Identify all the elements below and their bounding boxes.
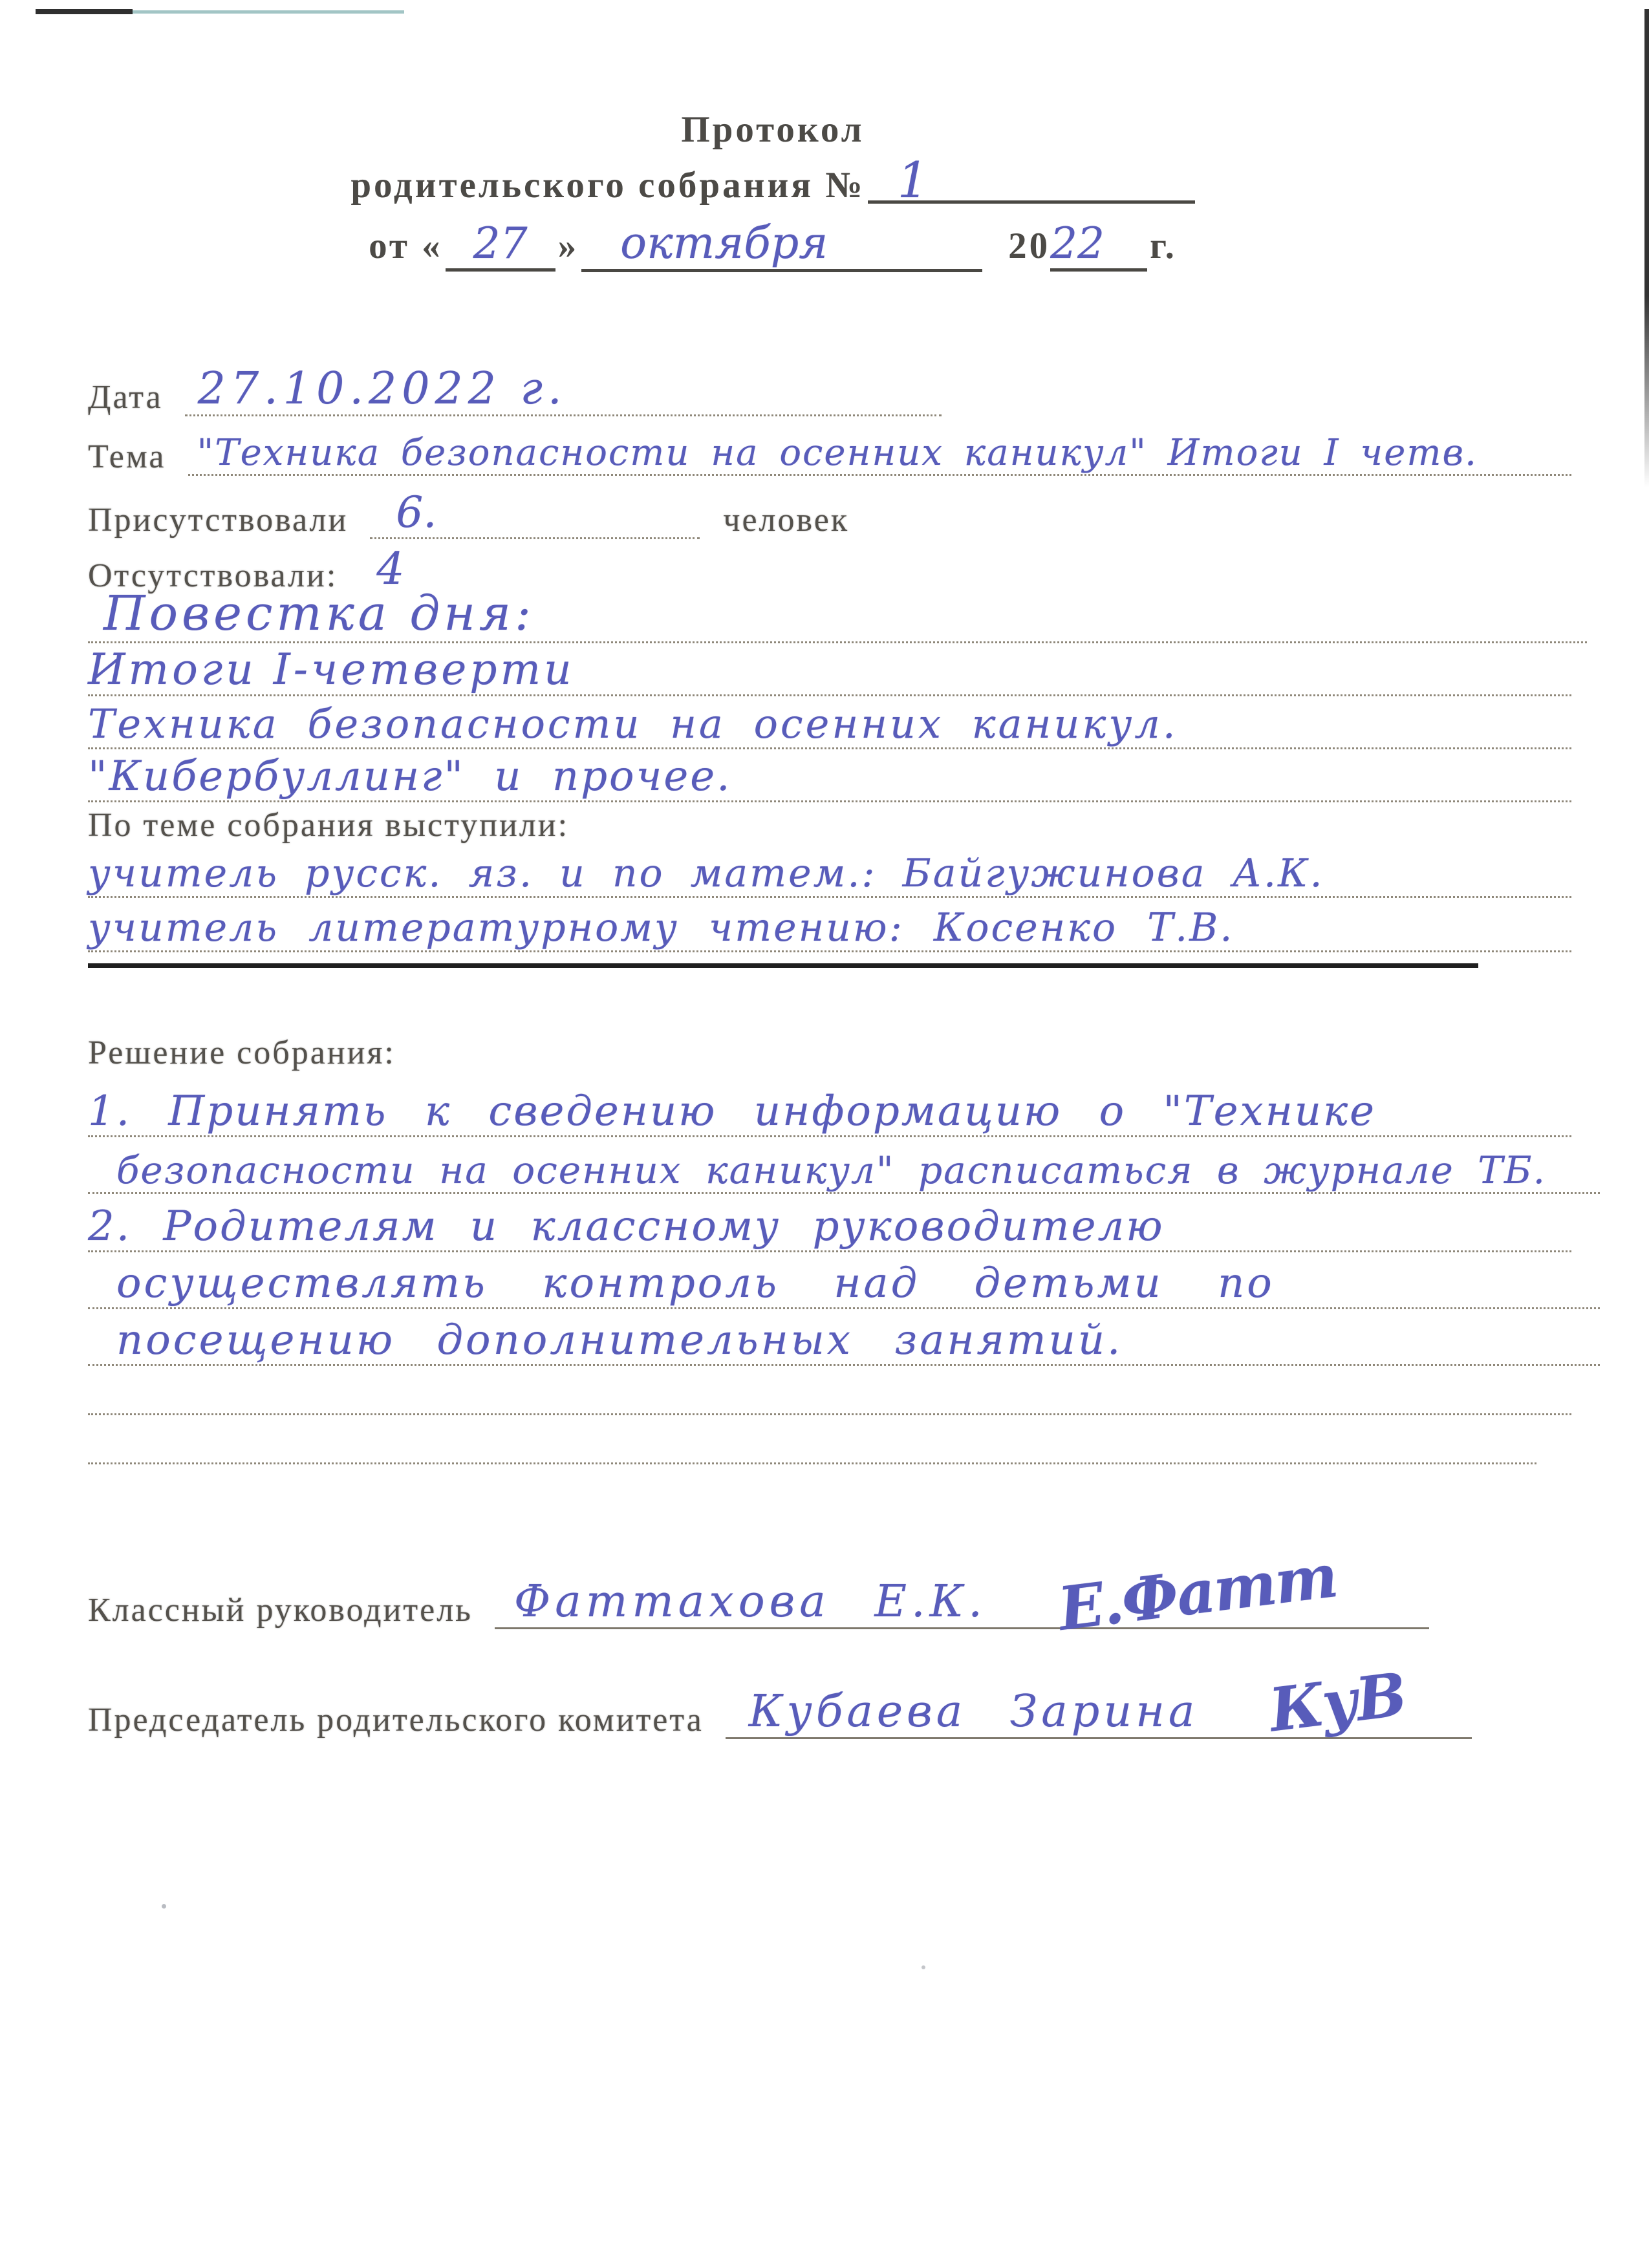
agenda-item-row: [88, 636, 1571, 696]
committee-chair-autograph: КуВ: [1266, 1659, 1410, 1746]
present-field: [370, 487, 700, 539]
speakers-heading: По теме собрания выступили:: [88, 807, 570, 844]
committee-chair-name-handwritten: Кубаева Зарина: [748, 1686, 1199, 1737]
speaker-handwritten: учитель русск. яз. и по матем.: Байгужинова А.К.: [88, 851, 1324, 896]
present-suffix: человек: [723, 502, 850, 539]
scan-edge-teal-line: [133, 10, 404, 14]
meeting-number-handwritten: 1: [897, 151, 929, 209]
year-print-prefix: 20: [1008, 226, 1051, 266]
document-title: Протокол: [681, 109, 865, 150]
scan-speck: [921, 1965, 925, 1969]
year-suffix: г.: [1150, 226, 1177, 266]
present-label: Присутствовали: [88, 502, 349, 539]
agenda-item-row: [88, 744, 1571, 802]
decision-heading-row: [88, 1027, 1571, 1072]
decision-line-row: [88, 1075, 1571, 1137]
date-label: Дата: [88, 379, 163, 416]
empty-ruled-line: [88, 1426, 1536, 1464]
theme-handwritten: "Техника безопасности на осенних каникул" Итоги I четв.: [197, 432, 1478, 474]
decision-line-handwritten: осуществлять контроль над детьми по: [116, 1259, 1275, 1307]
speaker-row: [88, 837, 1571, 898]
day-field: [446, 219, 555, 272]
separator-line: [88, 963, 1478, 968]
decision-line-row: [88, 1303, 1600, 1366]
committee-chair-label: Председатель родительского комитета: [88, 1702, 704, 1738]
meeting-number-field: [868, 151, 1195, 209]
agenda-item-handwritten: "Кибербуллинг" и прочее.: [88, 753, 732, 800]
date-handwritten: 27.10.2022 г.: [197, 363, 567, 414]
theme-field: [188, 432, 1572, 476]
year-handwritten: 22: [1050, 219, 1105, 268]
agenda-item-handwritten: Техника безопасности на осенних каникул.: [88, 700, 1178, 747]
decision-line-handwritten: 1. Принять к сведению информацию о "Технике: [88, 1087, 1377, 1135]
class-teacher-name-handwritten: Фаттахова Е.К.: [513, 1576, 987, 1627]
scan-edge-right-strip: [1644, 9, 1649, 487]
present-row: [88, 484, 1571, 539]
class-teacher-autograph: Е.Фатт: [1054, 1541, 1341, 1644]
committee-chair-field: [726, 1659, 1472, 1746]
theme-row: [88, 418, 1571, 476]
present-count-handwritten: 6.: [396, 487, 437, 537]
class-teacher-signature-row: [88, 1541, 1429, 1644]
empty-ruled-line: [88, 1377, 1571, 1415]
decision-line-handwritten: 2. Родителям и классному руководителю: [88, 1203, 1165, 1250]
month-handwritten: октября: [620, 218, 828, 269]
decision-line-row: [88, 1131, 1600, 1194]
decision-line-handwritten: безопасности на осенних каникул" расписаться в журнале ТБ.: [116, 1148, 1547, 1192]
agenda-heading-handwritten: Повестка дня:: [103, 586, 535, 641]
absent-label: Отсутствовали:: [88, 557, 338, 594]
document-header: [0, 109, 1546, 272]
scan-edge-dash: [36, 9, 133, 14]
year-field: [1050, 219, 1147, 272]
decision-line-row: [88, 1190, 1571, 1252]
decision-heading: Решение собрания:: [88, 1034, 396, 1071]
class-teacher-label: Классный руководитель: [88, 1592, 473, 1629]
theme-label: Тема: [88, 438, 166, 475]
speaker-row: [88, 891, 1571, 952]
day-handwritten: 27: [473, 219, 528, 268]
month-field: [581, 218, 982, 272]
agenda-item-row: [88, 689, 1571, 749]
class-teacher-field: [495, 1541, 1429, 1644]
decision-line-handwritten: посещению дополнительных занятий.: [116, 1316, 1123, 1364]
date-field: [185, 363, 942, 416]
date-row: [88, 359, 1571, 416]
agenda-item-handwritten: Итоги I-четверти: [88, 645, 575, 694]
committee-chair-signature-row: [88, 1659, 1472, 1746]
scan-speck: [162, 1904, 166, 1909]
decision-line-row: [88, 1246, 1600, 1309]
quote-close: »: [557, 226, 579, 266]
absent-count-handwritten: 4: [376, 544, 405, 595]
speaker-handwritten: учитель литературному чтению: Косенко Т.В.: [88, 905, 1234, 950]
meeting-line-prefix: родительского собрания №: [350, 165, 865, 206]
date-from-prefix: от «: [369, 226, 443, 266]
agenda-heading-row: [88, 581, 1587, 643]
